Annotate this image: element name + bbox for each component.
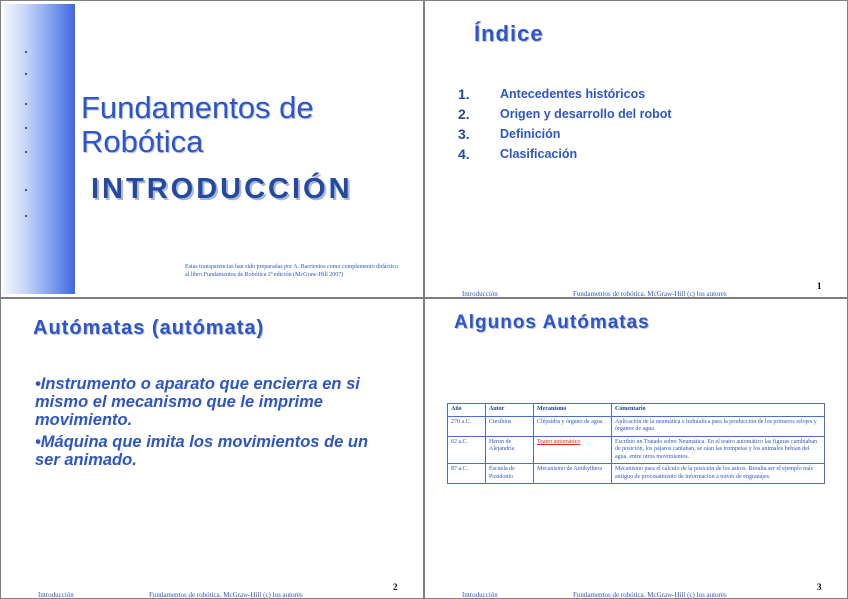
page-number: 2 bbox=[393, 582, 398, 592]
page-number: 1 bbox=[817, 281, 822, 291]
list-item bbox=[458, 124, 672, 144]
credit-text: Estas transparencias han sido preparadas por A. Barrientos como complemento didáctico al libro Fundamentos de Robótica 2ª edición (McGraw-Hill 2007) bbox=[185, 264, 399, 278]
table-cell: Ctesibius bbox=[486, 416, 534, 436]
slide-title bbox=[1, 1, 423, 297]
table-row bbox=[448, 464, 825, 484]
page-number: 3 bbox=[817, 582, 822, 592]
table-cell: Escribió un Tratado sobre Neumática. En el teatro automático las figuras cambiaban de posición, los pájaros cantaban, se oían las trompetas y los animales bebían del agua, entre otros movimientos. bbox=[612, 436, 825, 464]
footer-section: Introducción bbox=[462, 591, 498, 598]
presentation-subtitle: INTRODUCCIÓN bbox=[91, 173, 353, 205]
item-number: 1. bbox=[458, 86, 470, 102]
slide-index bbox=[425, 1, 847, 297]
index-list bbox=[458, 84, 672, 164]
list-item bbox=[458, 104, 672, 124]
decorative-blue-bar bbox=[3, 4, 75, 294]
automatas-table bbox=[447, 403, 825, 484]
table-cell: 87 a.C. bbox=[448, 464, 486, 484]
teatro-automatico-link[interactable]: Teatro automático bbox=[537, 438, 581, 445]
table-cell: Clépsidra y órgano de agua bbox=[534, 416, 612, 436]
item-number: 2. bbox=[458, 106, 470, 122]
table-cell: Aplicación de la neumática e hidráulica para la producción de los primeros relojes y órganos de agua bbox=[612, 416, 825, 436]
table-cell: 270 a.C. bbox=[448, 416, 486, 436]
table-cell: Mecanismo de Antikythera bbox=[534, 464, 612, 484]
column-header: Autor bbox=[486, 404, 534, 417]
table-header-row bbox=[448, 404, 825, 417]
bullet-item: •Máquina que imita los movimientos de un ser animado. bbox=[35, 433, 369, 469]
list-item bbox=[458, 144, 672, 164]
footer-section: Introducción bbox=[462, 290, 498, 297]
table-cell: Heron de Alejandría bbox=[486, 436, 534, 464]
bullet-item: •Instrumento o aparato que encierra en si mismo el mecanismo que le imprime movimiento. bbox=[35, 375, 360, 429]
table-row bbox=[448, 436, 825, 464]
column-header: Año bbox=[448, 404, 486, 417]
slide-automatas bbox=[1, 299, 423, 598]
item-label: Origen y desarrollo del robot bbox=[500, 107, 672, 121]
column-header: Mecanismo bbox=[534, 404, 612, 417]
title-line-1: Fundamentos de bbox=[81, 90, 314, 125]
presentation-title bbox=[81, 91, 314, 159]
column-header: Comentario bbox=[612, 404, 825, 417]
footer-copyright: Fundamentos de robótica. McGraw-Hill (c) los autores bbox=[573, 290, 727, 297]
footer-section: Introducción bbox=[38, 591, 74, 598]
list-item bbox=[458, 84, 672, 104]
footer-copyright: Fundamentos de robótica. McGraw-Hill (c) los autores bbox=[149, 591, 303, 598]
item-label: Antecedentes históricos bbox=[500, 87, 646, 101]
table-row bbox=[448, 416, 825, 436]
item-label: Definición bbox=[500, 127, 561, 141]
item-number: 4. bbox=[458, 146, 470, 162]
bullet-list bbox=[35, 375, 395, 473]
table-cell: Escuela de Posidonio bbox=[486, 464, 534, 484]
slide-title: Autómatas (autómata) bbox=[33, 317, 265, 339]
item-label: Clasificación bbox=[500, 147, 578, 161]
title-line-2: Robótica bbox=[81, 124, 204, 159]
slide-algunos-automatas bbox=[425, 299, 847, 598]
footer-copyright: Fundamentos de robótica. McGraw-Hill (c) los autores bbox=[573, 591, 727, 598]
slide-title: Algunos Autómatas bbox=[454, 312, 650, 333]
table-cell bbox=[534, 436, 612, 464]
item-number: 3. bbox=[458, 126, 470, 142]
table-cell: Mecanismo para el cálculo de la posición de los astros. Resulta ser el ejemplo más antiguo de procesamiento de información a través de engranajes. bbox=[612, 464, 825, 484]
slide-title: Índice bbox=[474, 21, 544, 46]
table-cell: 62 a.C. bbox=[448, 436, 486, 464]
